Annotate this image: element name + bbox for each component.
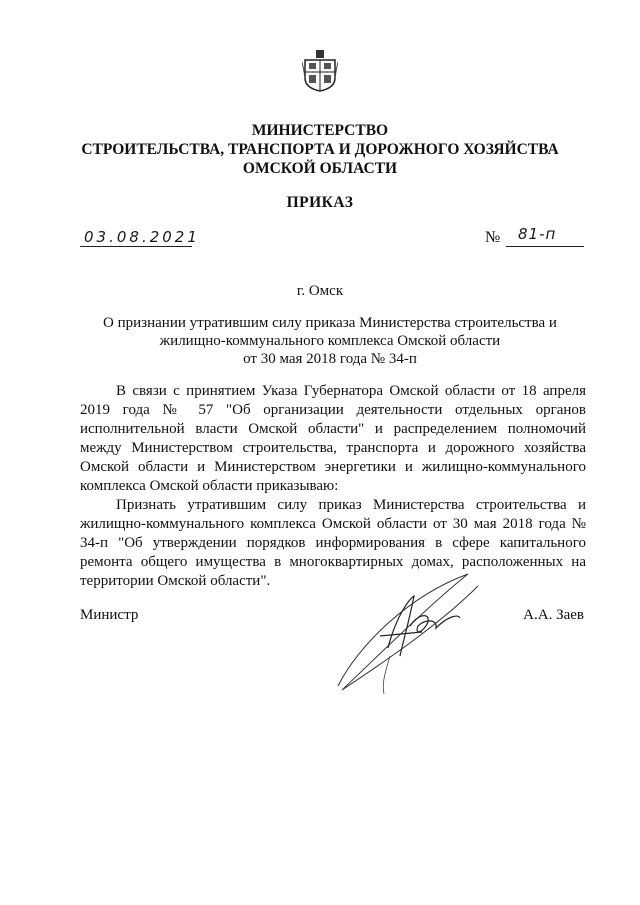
subject-line-3: от 30 мая 2018 года № 34-п — [243, 351, 417, 367]
date-underline — [80, 246, 192, 247]
coat-of-arms-icon — [302, 48, 338, 92]
number-label: № — [485, 229, 501, 246]
number-underline — [506, 246, 584, 247]
body-paragraph-2: Признать утратившим силу приказ Министерства строительства и жилищно-коммунального комплекса Омской области от 30 мая 2018 года № 34-п "Об утверждении порядков информирования в сфере капитального ремонта общего имущества в многоквартирных домах, расположенных на территории Омской области". — [80, 497, 586, 589]
ministry-name — [60, 121, 580, 178]
subject-line-2: жилищно-коммунального комплекса Омской области — [159, 333, 501, 349]
city: г. Омск — [296, 283, 344, 299]
subject-line-1: О признании утратившим силу приказа Министерства строительства и — [103, 315, 557, 331]
body-paragraph-1: В связи с принятием Указа Губернатора Омской области от 18 апреля 2019 года № 57 "Об организации деятельности отдельных органов исполнительной власти Омской области" и распределением полномочий между Министерством строительства, транспорта и дорожного хозяйства Омской области и Министерством энергетики и жилищно-коммунального комплекса Омской области приказываю: — [80, 383, 586, 494]
order-date: 03.08.2021 — [84, 228, 200, 246]
signatory-name: А.А. Заев — [523, 607, 584, 623]
ministry-line-3: ОМСКОЙ ОБЛАСТИ — [242, 160, 398, 177]
ministry-line-1: МИНИСТЕРСТВО — [251, 122, 389, 139]
signatory-title: Министр — [80, 607, 139, 623]
order-number: 81-п — [518, 225, 557, 243]
ministry-line-2: СТРОИТЕЛЬСТВА, ТРАНСПОРТА И ДОРОЖНОГО ХОЗЯЙСТВА — [81, 141, 559, 158]
order-title: ПРИКАЗ — [286, 194, 354, 211]
order-subject — [80, 314, 580, 368]
handwritten-signature-icon — [318, 556, 488, 696]
